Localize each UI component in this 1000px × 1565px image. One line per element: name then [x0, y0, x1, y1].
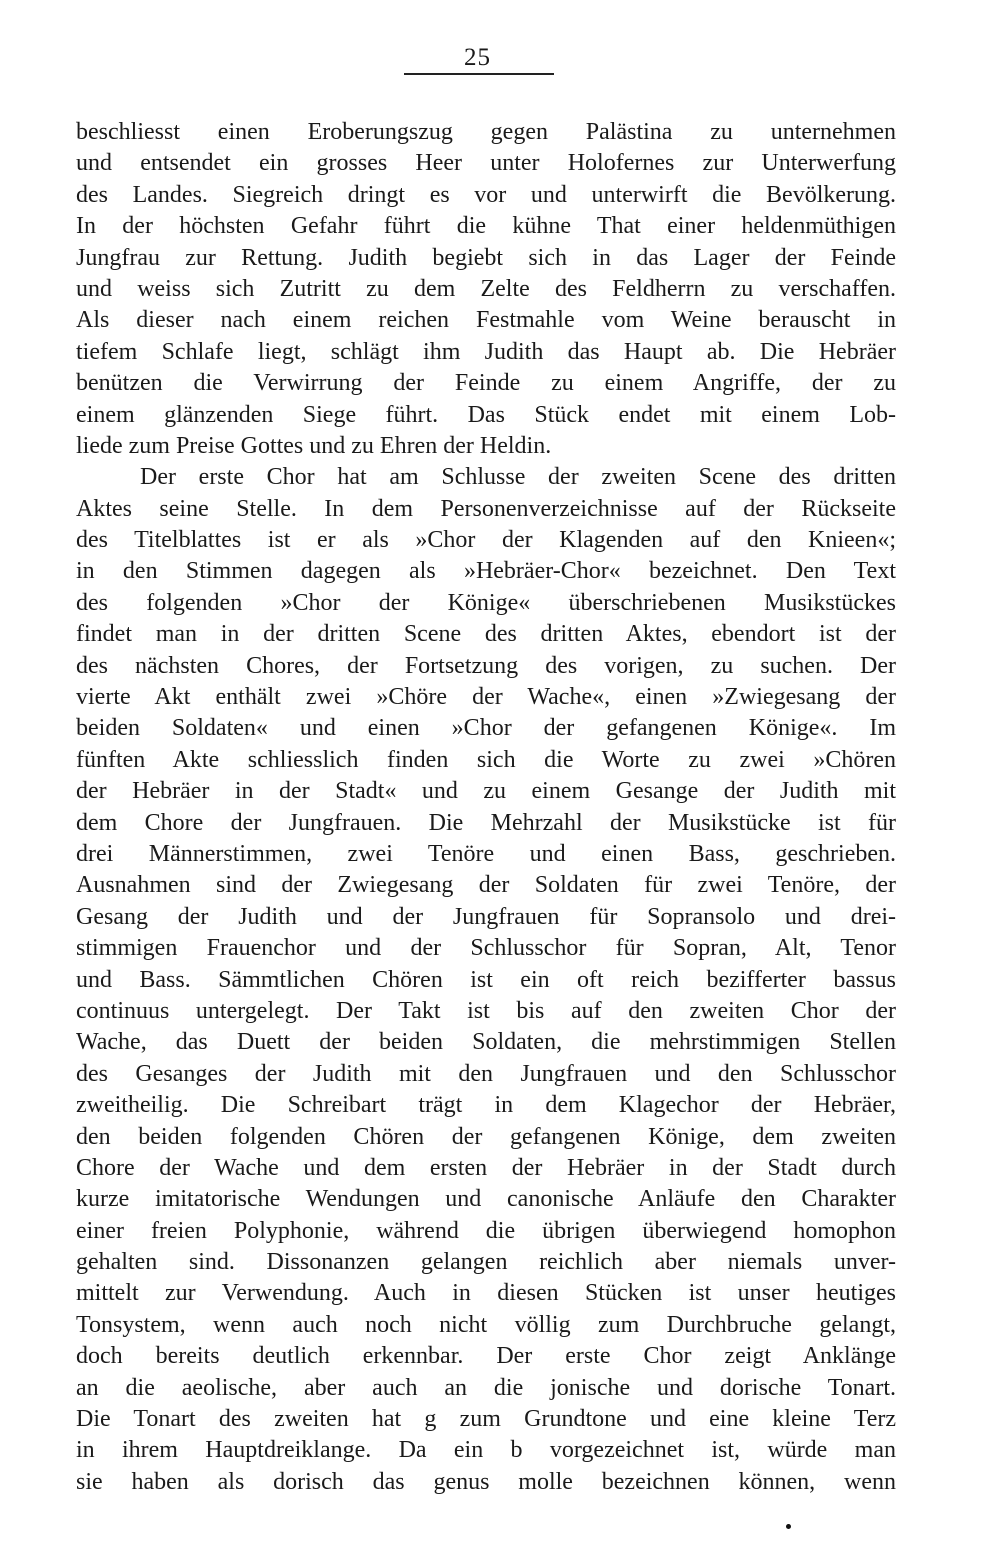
text-line: gehalten sind. Dissonanzen gelangen reichlich aber niemals unver- [76, 1249, 896, 1276]
text-line: stimmigen Frauenchor und der Schlusschor für Sopran, Alt, Tenor [76, 935, 896, 962]
text-line: beiden Soldaten« und einen »Chor der gefangenen Könige«. Im [76, 715, 896, 742]
text-line: einem glänzenden Siege führt. Das Stück endet mit einem Lob- [76, 401, 896, 428]
text-line: des Gesanges der Judith mit den Jungfrauen und den Schlusschor [76, 1060, 896, 1087]
text-line: in ihrem Hauptdreiklange. Da ein b vorgezeichnet ist, würde man [76, 1437, 896, 1464]
text-line: Die Tonart des zweiten hat g zum Grundtone und eine kleine Terz [76, 1406, 896, 1433]
ink-speck [786, 1524, 791, 1529]
text-line: Wache, das Duett der beiden Soldaten, die mehrstimmigen Stellen [76, 1029, 896, 1056]
text-line: doch bereits deutlich erkennbar. Der erste Chor zeigt Anklänge [76, 1343, 896, 1370]
text-line: einer freien Polyphonie, während die übrigen überwiegend homophon [76, 1217, 896, 1244]
text-line: Ausnahmen sind der Zwiegesang der Soldaten für zwei Tenöre, der [76, 872, 896, 899]
text-line: continuus untergelegt. Der Takt ist bis auf den zweiten Chor der [76, 997, 896, 1024]
text-line: der Hebräer in der Stadt« und zu einem Gesange der Judith mit [76, 778, 896, 805]
text-line: und entsendet ein grosses Heer unter Holofernes zur Unterwerfung [76, 150, 896, 177]
text-line: beschliesst einen Eroberungszug gegen Palästina zu unternehmen [76, 119, 896, 145]
text-line: tiefem Schlafe liegt, schlägt ihm Judith das Haupt ab. Die Hebräer [76, 338, 896, 365]
paragraph-end-line: liede zum Preise Gottes und zu Ehren der Heldin. [76, 432, 552, 459]
text-line: des nächsten Chores, der Fortsetzung des vorigen, zu suchen. Der [76, 652, 896, 679]
text-line: kurze imitatorische Wendungen und canonische Anläufe den Charakter [76, 1186, 896, 1213]
text-line: Tonsystem, wenn auch noch nicht völlig zum Durchbruche gelangt, [76, 1311, 896, 1338]
text-line: des Landes. Siegreich dringt es vor und unterwirft die Bevölkerung. [76, 181, 896, 208]
text-line: des folgenden »Chor der Könige« überschriebenen Musikstückes [76, 589, 896, 616]
page-number: 25 [464, 44, 491, 71]
text-line: Als dieser nach einem reichen Festmahle vom Weine berauscht in [76, 307, 896, 334]
text-line: mittelt zur Verwendung. Auch in diesen Stücken ist unser heutiges [76, 1280, 896, 1307]
text-line: des Titelblattes ist er als »Chor der Klagenden auf den Knieen«; [76, 527, 896, 554]
header-rule [404, 73, 554, 75]
paragraph-start-line: Der erste Chor hat am Schlusse der zweiten Scene des dritten [140, 464, 896, 491]
text-line: vierte Akt enthält zwei »Chöre der Wache«, einen »Zwiegesang der [76, 684, 896, 711]
text-line: dem Chore der Jungfrauen. Die Mehrzahl der Musikstücke ist für [76, 809, 896, 836]
text-line: findet man in der dritten Scene des dritten Aktes, ebendort ist der [76, 621, 896, 648]
text-line: den beiden folgenden Chören der gefangenen Könige, dem zweiten [76, 1123, 896, 1150]
text-line: in den Stimmen dagegen als »Hebräer-Chor« bezeichnet. Den Text [76, 558, 896, 585]
text-line: und weiss sich Zutritt zu dem Zelte des Feldherrn zu verschaffen. [76, 275, 896, 302]
text-line: sie haben als dorisch das genus molle bezeichnen können, wenn [76, 1468, 896, 1495]
text-line: Gesang der Judith und der Jungfrauen für Sopransolo und drei- [76, 903, 896, 930]
text-line: Chore der Wache und dem ersten der Hebräer in der Stadt durch [76, 1154, 896, 1181]
text-line: fünften Akte schliesslich finden sich die Worte zu zwei »Chören [76, 746, 896, 773]
text-line: benützen die Verwirrung der Feinde zu einem Angriffe, der zu [76, 370, 896, 397]
text-line: zweitheilig. Die Schreibart trägt in dem Klagechor der Hebräer, [76, 1092, 896, 1119]
body-text [76, 117, 896, 1498]
text-line: Aktes seine Stelle. In dem Personenverzeichnisse auf der Rückseite [76, 495, 896, 522]
text-line: In der höchsten Gefahr führt die kühne That einer heldenmüthigen [76, 213, 896, 240]
text-line: Jungfrau zur Rettung. Judith begiebt sich in das Lager der Feinde [76, 244, 896, 271]
text-line: und Bass. Sämmtlichen Chören ist ein oft reich bezifferter bassus [76, 966, 896, 993]
text-line: drei Männerstimmen, zwei Tenöre und einen Bass, geschrieben. [76, 840, 896, 867]
text-line: an die aeolische, aber auch an die jonische und dorische Tonart. [76, 1374, 896, 1401]
